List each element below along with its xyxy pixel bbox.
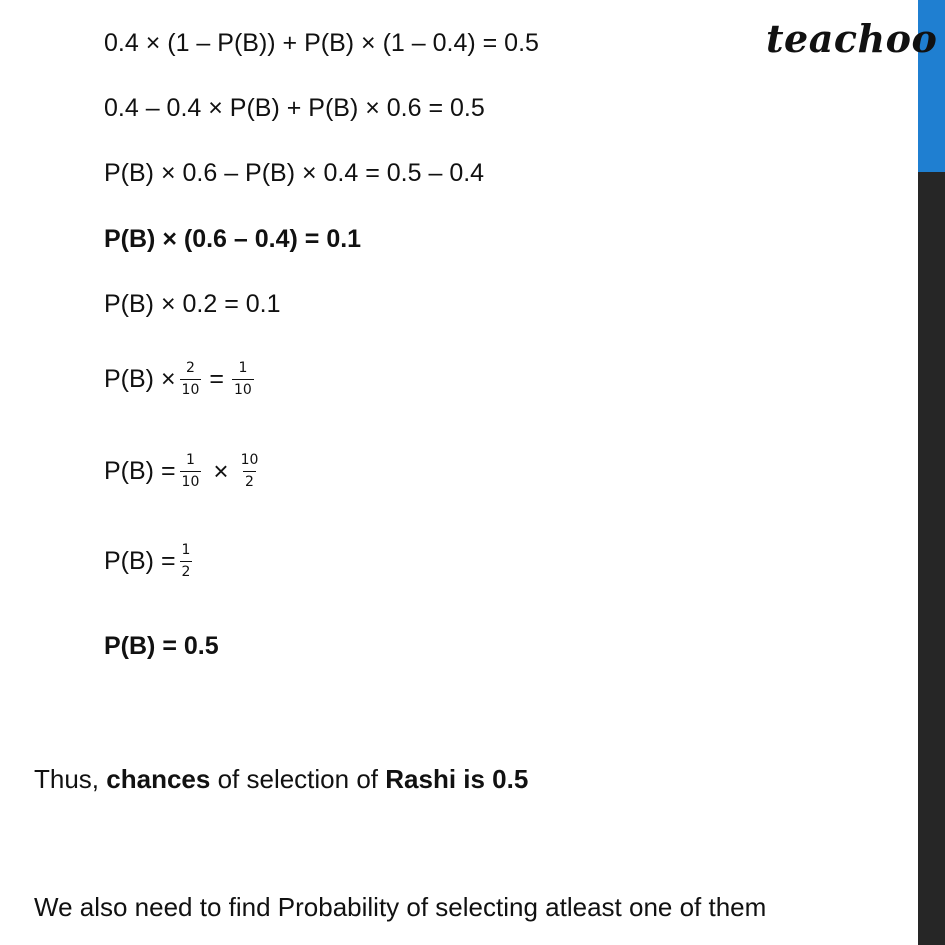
fraction-1-over-10 [232, 361, 254, 397]
denominator: 10 [180, 471, 202, 490]
fraction-2-over-10 [180, 361, 202, 397]
step-line-2: 0.4 – 0.4 × P(B) + P(B) × 0.6 = 0.5 [104, 94, 485, 122]
step-line-5: P(B) × 0.2 = 0.1 [104, 290, 281, 318]
final-result: P(B) = 0.5 [104, 632, 219, 660]
conclusion-lead: Thus, [34, 764, 100, 794]
denominator: 10 [180, 379, 202, 398]
numerator: 1 [238, 360, 248, 376]
step-line-3: P(B) × 0.6 – P(B) × 0.4 = 0.5 – 0.4 [104, 159, 485, 187]
fraction-10-over-2 [239, 453, 261, 489]
fraction-step-1 [104, 361, 258, 397]
denominator: 2 [180, 561, 193, 580]
right-sidebar [918, 0, 945, 945]
numerator: 1 [181, 542, 191, 558]
equals-sign: = [209, 364, 224, 393]
fraction-step-2-prefix: P(B) = [104, 456, 176, 485]
multiply-sign: × [213, 456, 229, 487]
fraction-step-3-prefix: P(B) = [104, 546, 176, 575]
conclusion-middle: of selection of [217, 764, 379, 794]
fraction-1-over-10 [180, 453, 202, 489]
conclusion-emphasis-rashi: Rashi is 0.5 [385, 764, 529, 794]
step-line-4: P(B) × (0.6 – 0.4) = 0.1 [104, 225, 362, 253]
fraction-1-over-2 [180, 543, 193, 579]
fraction-step-1-prefix: P(B) × [104, 364, 176, 393]
denominator: 2 [243, 471, 256, 490]
denominator: 10 [232, 379, 254, 398]
numerator: 10 [240, 452, 259, 468]
step-line-1: 0.4 × (1 – P(B)) + P(B) × (1 – 0.4) = 0.5 [104, 29, 539, 57]
fraction-step-2 [104, 453, 264, 489]
conclusion-text [34, 766, 528, 792]
conclusion-emphasis-chances: chances [106, 764, 211, 794]
numerator: 1 [186, 452, 195, 468]
next-step-text: We also need to find Probability of selecting atleast one of them [34, 892, 767, 922]
fraction-step-3 [104, 543, 196, 579]
teachoo-logo: teachoo [766, 16, 938, 61]
numerator: 2 [186, 360, 195, 376]
